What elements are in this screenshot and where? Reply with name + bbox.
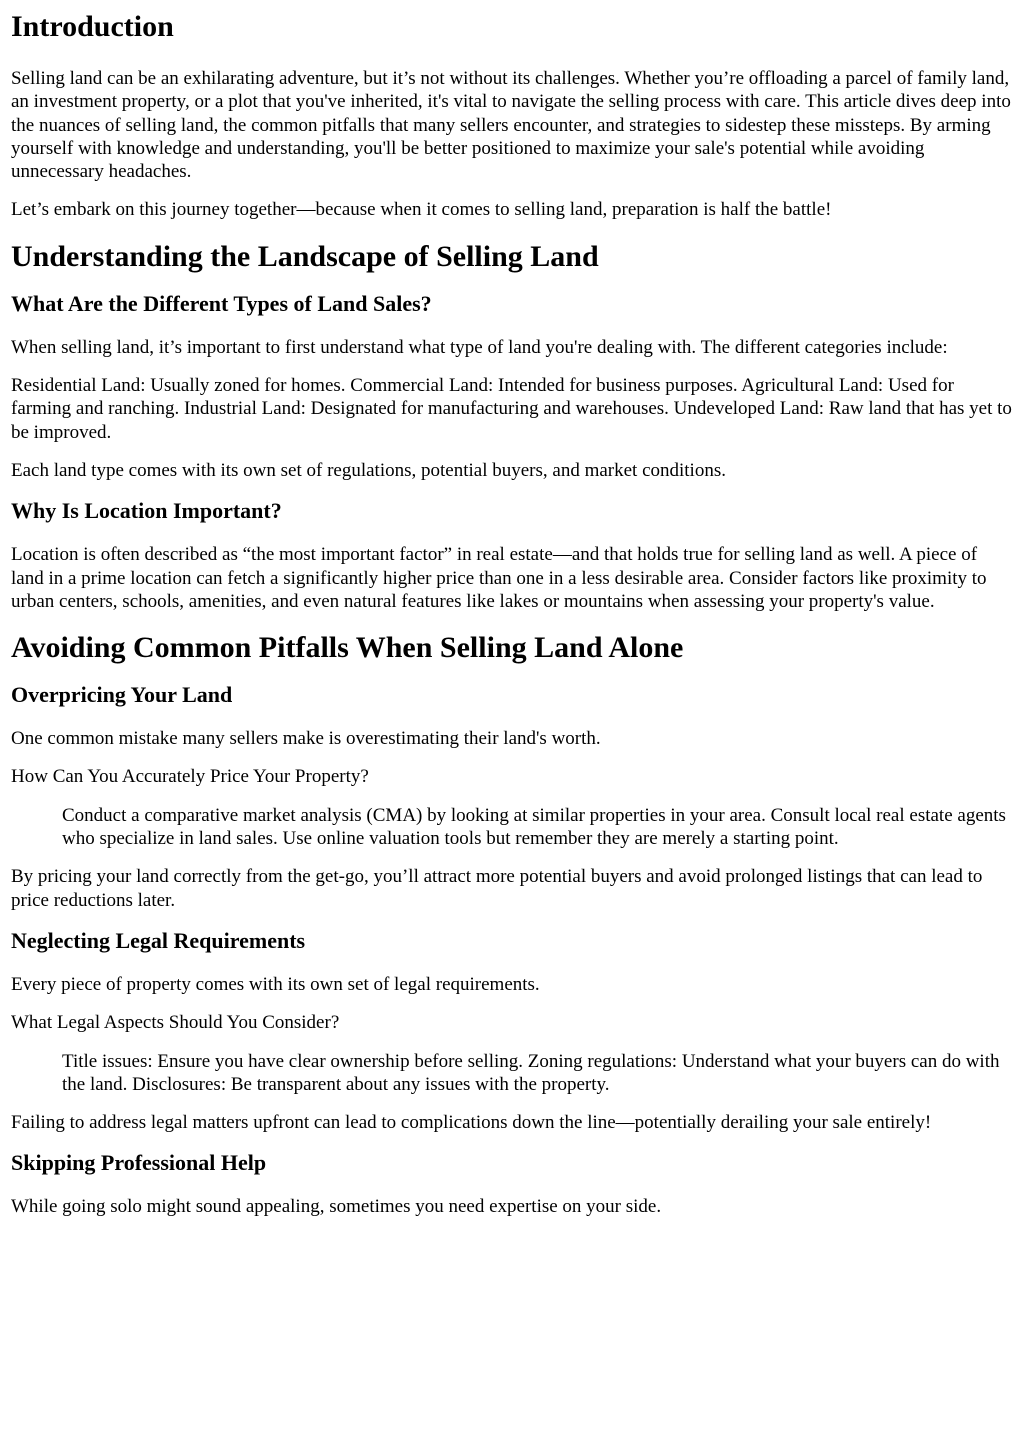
overpricing-blockquote: Conduct a comparative market analysis (CMA) by looking at similar properties in your area. Consult local real estate agents who specialize in land sales. Use online valuation tools but remember they are merely a starting point.: [62, 804, 1006, 850]
intro-paragraph: Let’s embark on this journey together—because when it comes to selling land, preparation is half the battle!: [11, 199, 832, 221]
location-paragraph: Location is often described as “the most important factor” in real estate—and that holds true for selling land as well. A piece of land in a prime location can fetch a significantly higher price than one in a less desirable area. Consider factors like proximity to urban centers, schools, amenities, and even natural features like lakes or mountains when assessing your property's value.: [11, 544, 987, 612]
legal-paragraph: What Legal Aspects Should You Consider?: [11, 1012, 340, 1034]
overpricing-paragraph: How Can You Accurately Price Your Property?: [11, 766, 369, 788]
pitfalls-heading: Avoiding Common Pitfalls When Selling Land Alone: [11, 631, 684, 665]
overpricing-paragraph: One common mistake many sellers make is overestimating their land's worth.: [11, 728, 601, 750]
intro-heading: Introduction: [11, 10, 174, 43]
types-paragraph: Each land type comes with its own set of regulations, potential buyers, and market conditions.: [11, 459, 726, 481]
overpricing-subheading: Overpricing Your Land: [11, 682, 233, 708]
help-paragraph: While going solo might sound appealing, sometimes you need expertise on your side.: [11, 1196, 662, 1218]
article: [0, 9, 1024, 1219]
help-subheading: Skipping Professional Help: [11, 1150, 267, 1176]
landscape-heading: Understanding the Landscape of Selling Land: [11, 239, 599, 273]
intro-paragraph: Selling land can be an exhilarating adventure, but it’s not without its challenges. Whether you’re offloading a parcel of family land, an investment property, or a plot that you've inherited, it's vital to navigate the selling process with care. This article dives deep into the nuances of selling land, the common pitfalls that many sellers encounter, and strategies to sidestep these missteps. By arming yourself with knowledge and understanding, you'll be better positioned to maximize your sale's potential while avoiding unnecessary headaches.: [11, 68, 1011, 183]
legal-paragraph: Every piece of property comes with its own set of legal requirements.: [11, 973, 540, 995]
location-subheading: Why Is Location Important?: [11, 498, 282, 524]
types-subheading: What Are the Different Types of Land Sales?: [11, 290, 432, 316]
legal-blockquote: Title issues: Ensure you have clear ownership before selling. Zoning regulations: Understand what your buyers can do with the land. Disclosures: Be transparent about any issues with the property.: [62, 1050, 1000, 1095]
types-paragraph: Residential Land: Usually zoned for homes. Commercial Land: Intended for business purposes. Agricultural Land: Used for farming and ranching. Industrial Land: Designated for manufacturing and warehouses. Undeveloped Land: Raw land that has yet to be improved.: [11, 375, 1012, 443]
overpricing-paragraph: By pricing your land correctly from the get-go, you’ll attract more potential buyers and avoid prolonged listings that can lead to price reductions later.: [11, 866, 983, 911]
types-paragraph: When selling land, it’s important to first understand what type of land you're dealing with. The different categories include:: [11, 336, 948, 358]
legal-subheading: Neglecting Legal Requirements: [11, 927, 306, 953]
legal-paragraph: Failing to address legal matters upfront can lead to complications down the line—potentially derailing your sale entirely!: [11, 1112, 932, 1134]
